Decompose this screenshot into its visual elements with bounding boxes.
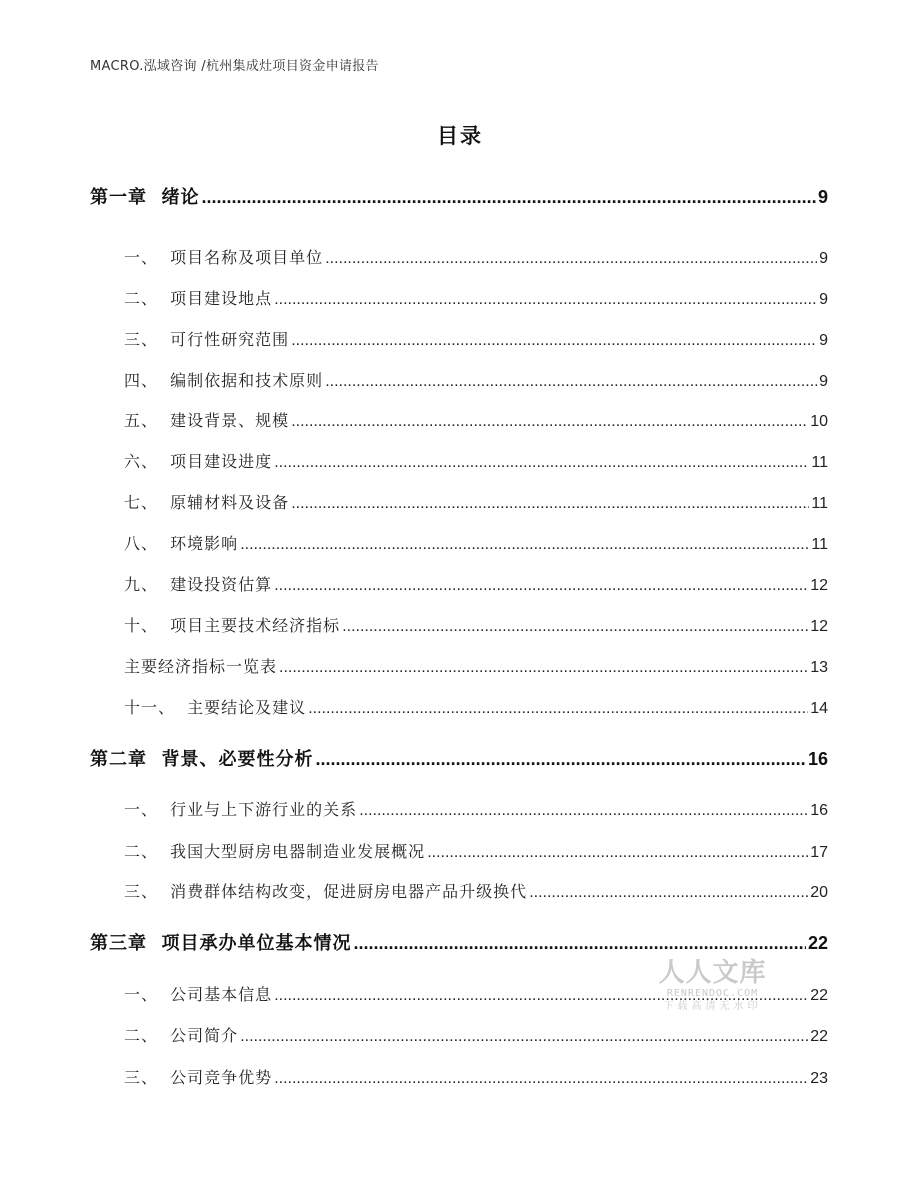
toc-entry[interactable] bbox=[124, 613, 828, 639]
dot-leader bbox=[291, 409, 808, 435]
toc-page-number: 20 bbox=[810, 884, 828, 901]
toc-chapter-2[interactable] bbox=[90, 746, 828, 772]
dot-leader bbox=[359, 798, 808, 824]
toc-page-number: 14 bbox=[810, 700, 828, 717]
toc-label: 八、 环境影响 bbox=[124, 534, 239, 553]
dot-leader bbox=[279, 655, 808, 681]
toc-page-number: 11 bbox=[811, 495, 828, 512]
toc-label: 一、 公司基本信息 bbox=[124, 985, 273, 1004]
toc-entry[interactable] bbox=[124, 327, 828, 353]
toc-page-number: 9 bbox=[817, 187, 828, 207]
toc-entry[interactable] bbox=[124, 797, 828, 823]
document-header: MACRO.泓域咨询 /杭州集成灶项目资金申请报告 bbox=[90, 59, 379, 74]
toc-label: 三、 公司竞争优势 bbox=[124, 1068, 273, 1087]
toc-label: 十一、 主要结论及建议 bbox=[124, 698, 307, 717]
toc-page-number: 16 bbox=[807, 749, 828, 769]
dot-leader bbox=[325, 246, 817, 272]
toc-page-number: 9 bbox=[819, 291, 828, 308]
toc-label: 三、 可行性研究范围 bbox=[124, 330, 290, 349]
toc-page-number: 16 bbox=[810, 802, 828, 819]
toc-entry[interactable] bbox=[124, 531, 828, 557]
dot-leader bbox=[291, 491, 809, 517]
toc-label: 五、 建设背景、规模 bbox=[124, 411, 290, 430]
dot-leader bbox=[342, 614, 808, 640]
toc-entry[interactable] bbox=[124, 695, 828, 721]
dot-leader bbox=[529, 880, 808, 906]
toc-label: 第二章 背景、必要性分析 bbox=[90, 749, 314, 770]
toc-title: 目录 bbox=[437, 124, 483, 148]
watermark-subtitle: 下载高清无水印 bbox=[663, 1001, 762, 1012]
toc-page-number: 23 bbox=[810, 1070, 828, 1087]
toc-page-number: 9 bbox=[819, 332, 828, 349]
toc-page-number: 12 bbox=[810, 618, 828, 635]
toc-label: 十、 项目主要技术经济指标 bbox=[124, 616, 341, 635]
dot-leader bbox=[240, 532, 809, 558]
toc-entry[interactable] bbox=[124, 1023, 828, 1049]
dot-leader bbox=[274, 573, 808, 599]
dot-leader bbox=[274, 287, 817, 313]
toc-label: 二、 项目建设地点 bbox=[124, 289, 273, 308]
toc-page-number: 10 bbox=[810, 413, 828, 430]
dot-leader bbox=[274, 1066, 808, 1092]
toc-entry[interactable] bbox=[124, 654, 828, 680]
toc-chapter-1[interactable] bbox=[90, 184, 828, 210]
toc-page-number: 11 bbox=[811, 454, 828, 471]
toc-label: 六、 项目建设进度 bbox=[124, 452, 273, 471]
toc-page-number: 12 bbox=[810, 577, 828, 594]
dot-leader bbox=[291, 328, 817, 354]
toc-page-number: 22 bbox=[810, 987, 828, 1004]
toc-page-number: 22 bbox=[810, 1028, 828, 1045]
dot-leader bbox=[325, 369, 817, 395]
toc-entry[interactable] bbox=[124, 286, 828, 312]
toc-label: 主要经济指标一览表 bbox=[124, 657, 278, 676]
dot-leader bbox=[240, 1024, 808, 1050]
dot-leader bbox=[308, 696, 808, 722]
toc-chapter-3[interactable] bbox=[90, 930, 828, 956]
toc-entry[interactable] bbox=[124, 839, 828, 865]
dot-leader bbox=[274, 450, 809, 476]
toc-entry[interactable] bbox=[124, 449, 828, 475]
toc-page-number: 17 bbox=[810, 844, 828, 861]
toc-entry[interactable] bbox=[124, 879, 828, 905]
toc-page-number: 9 bbox=[819, 250, 828, 267]
toc-label: 一、 项目名称及项目单位 bbox=[124, 248, 324, 267]
dot-leader bbox=[316, 746, 806, 772]
toc-label: 四、 编制依据和技术原则 bbox=[124, 371, 324, 390]
toc-label: 一、 行业与上下游行业的关系 bbox=[124, 800, 358, 819]
dot-leader bbox=[427, 840, 808, 866]
toc-entry[interactable] bbox=[124, 1065, 828, 1091]
dot-leader bbox=[202, 184, 816, 210]
toc-label: 二、 公司简介 bbox=[124, 1026, 239, 1045]
toc-page-number: 9 bbox=[819, 373, 828, 390]
toc-entry[interactable] bbox=[124, 408, 828, 434]
toc-label: 第一章 绪论 bbox=[90, 187, 200, 208]
toc-label: 二、 我国大型厨房电器制造业发展概况 bbox=[124, 842, 426, 861]
toc-page-number: 13 bbox=[810, 659, 828, 676]
toc-label: 三、 消费群体结构改变，促进厨房电器产品升级换代 bbox=[124, 882, 528, 901]
toc-entry[interactable] bbox=[124, 572, 828, 598]
toc-label: 七、 原辅材料及设备 bbox=[124, 493, 290, 512]
watermark bbox=[650, 958, 775, 1014]
toc-label: 九、 建设投资估算 bbox=[124, 575, 273, 594]
toc-page-number: 22 bbox=[807, 933, 828, 953]
toc-entry[interactable] bbox=[124, 490, 828, 516]
toc-entry[interactable] bbox=[124, 245, 828, 271]
watermark-logo-text: 人人文库 bbox=[658, 958, 767, 988]
toc-label: 第三章 项目承办单位基本情况 bbox=[90, 933, 352, 954]
toc-page-number: 11 bbox=[811, 536, 828, 553]
dot-leader bbox=[354, 930, 806, 956]
toc-entry[interactable] bbox=[124, 368, 828, 394]
watermark-url: RENRENDOC.COM bbox=[666, 988, 759, 999]
